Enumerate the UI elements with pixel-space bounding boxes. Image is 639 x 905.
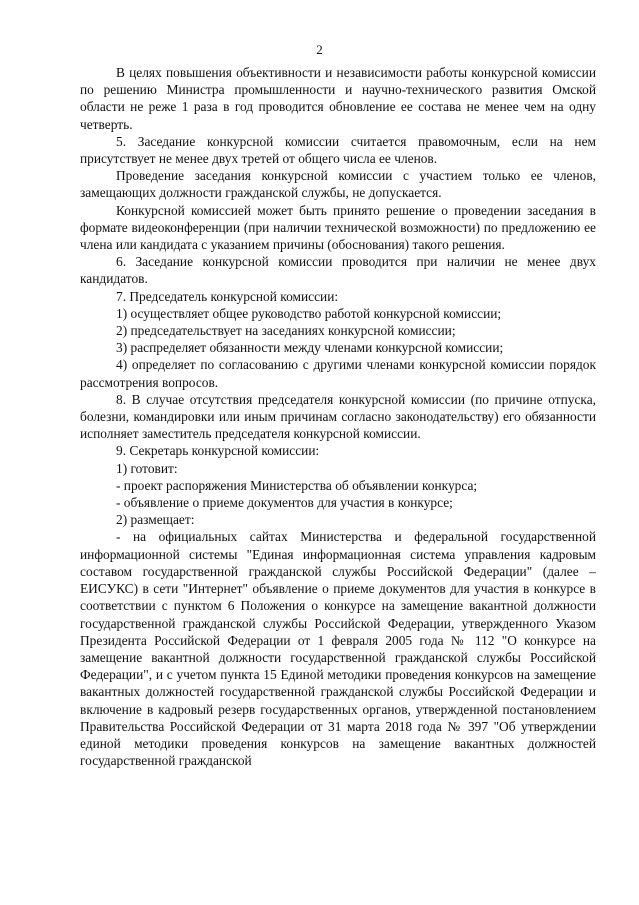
list-item-9-2: 2) размещает: [116,512,195,528]
document-body [80,64,596,769]
paragraph-9-secretary: 9. Секретарь конкурсной комиссии: [116,443,320,459]
paragraph-6-candidates: 6. Заседание конкурсной комиссии проводится при наличии не менее двух кандидатов. [80,254,596,287]
list-item-9-1: 1) готовит: [116,460,178,476]
paragraph-5-quorum: 5. Заседание конкурсной комиссии считается правомочным, если на нем присутствует не менее двух третей от общего числа ее членов. [80,133,596,167]
list-item-7-1: 1) осуществляет общее руководство работой конкурсной комиссии; [116,305,502,321]
list-item-9-1-draft: - проект распоряжения Министерства об объявлении конкурса; [116,477,478,493]
list-item-9-2-websites: - на официальных сайтах Министерства и федеральной государственной информационной системы "Единая информационная система управления кадровым составом государственной гражданской службы Российской Федерации" (далее – ЕИСУКС) в сети "Интернет" объявление о приеме документов для участия в конкурсе в соответствии с пунктом 6 Положения о конкурсе на замещение вакантной должности государственной гражданской службы Российской Федерации, утвержденного Указом Президента Российской Федерации от 1 февраля 2005 года № 112 "О конкурсе на замещение вакантной должности государственной гражданской службы Российской Федерации", и с учетом пункта 15 Единой методики проведения конкурсов на замещение вакантных должностей государственной гражданской службы Российской Федерации и включение в кадровый резерв государственных органов, утвержденной постановлением Правительства Российской Федерации от 31 марта 2018 года № 397 "Об утверждении единой методики проведения конкурсов на замещение вакантных должностей государственной гражданской [80,529,596,769]
list-item-7-3: 3) распределяет обязанности между членами конкурсной комиссии; [116,340,504,356]
paragraph-8-deputy: 8. В случае отсутствия председателя конкурсной комиссии (по причине отпуска, болезни, командировки или иным причинам согласно законодательству) его обязанности исполняет заместитель председателя конкурсной комиссии. [80,391,596,442]
list-item-7-4: 4) определяет по согласованию с другими членами конкурсной комиссии порядок рассмотрения вопросов. [80,357,596,390]
page-number: 2 [316,42,323,57]
list-item-7-2: 2) председательствует на заседаниях конкурсной комиссии; [116,323,456,339]
list-item-9-1-announcement: - объявление о приеме документов для участия в конкурсе; [116,495,453,511]
paragraph-7-chairman: 7. Председатель конкурсной комиссии: [116,288,339,304]
paragraph-videoconference: Конкурсной комиссией может быть принято решение о проведении заседания в формате видеоконференции (при наличии технической возможности) по предложению ее члена или кандидата с указанием причины (обоснования) такого решения. [80,202,596,253]
paragraph-members-only: Проведение заседания конкурсной комиссии с участием только ее членов, замещающих должности гражданской службы, не допускается. [80,168,596,201]
paragraph-renewal: В целях повышения объективности и независимости работы конкурсной комиссии по решению Министра промышленности и научно-технического развития Омской области не реже 1 раза в год проводится обновление ее состава не менее чем на одну четверть. [80,65,596,132]
